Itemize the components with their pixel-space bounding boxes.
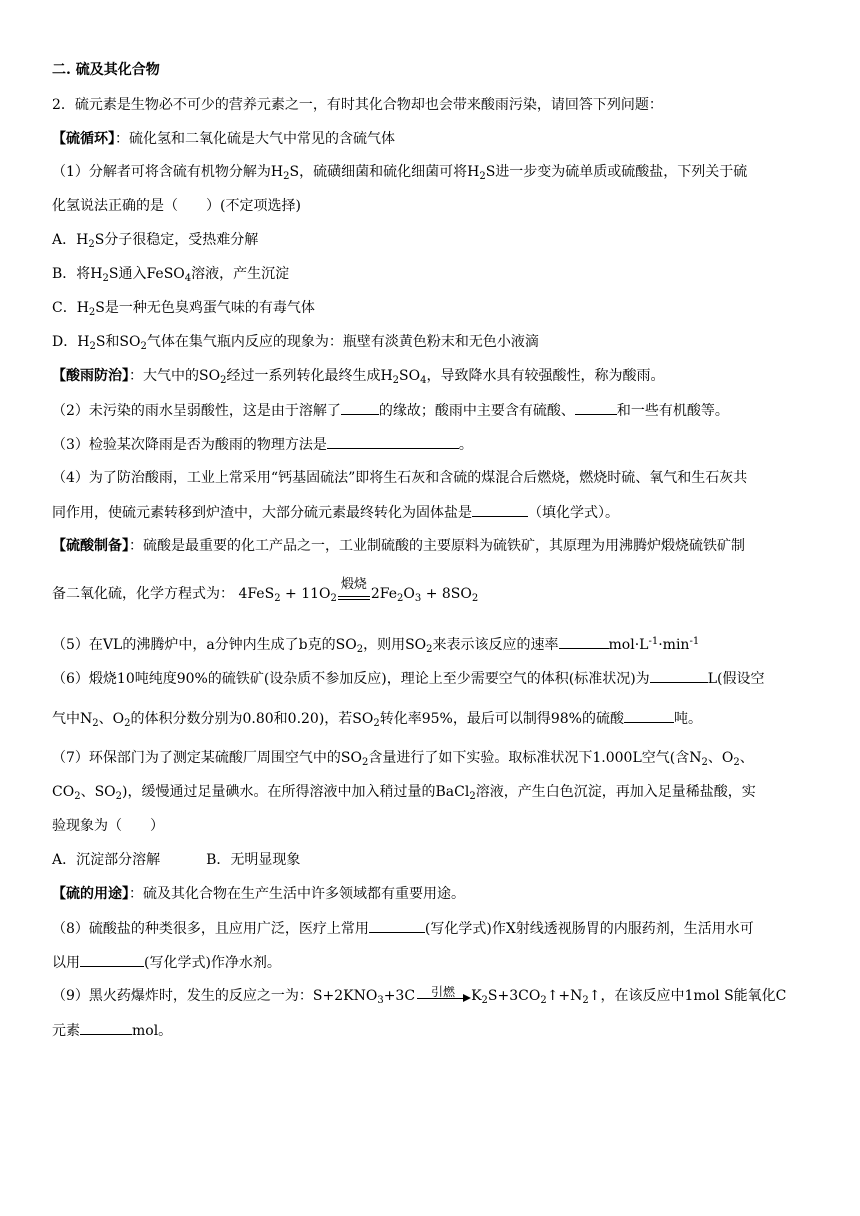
q6-line1: （6）煅烧10吨纯度90%的硫铁矿(设杂质不参加反应)，理论上至少需要空气的体积(标准状况)为 L(假设空 (52, 668, 764, 689)
q4-line2: 同作用，使硫元素转移到炉渣中，大部分硫元素最终转化为固体盐是 （填化学式）。 (52, 502, 619, 523)
q2-line: （2）未污染的雨水呈弱酸性，这是由于溶解了 的缘故；酸雨中主要含有硫酸、 和一些有机酸等。 (52, 400, 729, 421)
prep-heading: 【硫酸制备】：硫酸是最重要的化工产品之一，工业制硫酸的主要原料为硫铁矿，其原理为用沸腾炉煅烧硫铁矿制 (52, 538, 745, 554)
acid-heading: 【酸雨防治】：大气中的$SO_2$经过一系列转化最终生成$H_2SO_4$，导致降水具有较强酸性，称为酸雨。 (52, 368, 665, 386)
q9-line1: （9）黑火药爆炸时，发生的反应之一为：$S+2KNO_3+3C$ 引燃 $K_2S+3CO_2↑+N_2↑$，在该反应中1mol S能氧化C (52, 986, 786, 1006)
q5-line: （5）在VL的沸腾炉中，a分钟内生成了b克的$SO_2$，则用$SO_2$来表示该反应的速率 $mol\cdot L^{-1}\cdot\min^{-1}$ (52, 636, 700, 655)
q1-line1: （1）分解者可将含硫有机物分解为$H_2S$，硫磺细菌和硫化细菌可将$H_2S$进一步变为硫单质或硫酸盐，下列关于硫 (52, 164, 748, 182)
q7-line1: （7）环保部门为了测定某硫酸厂周围空气中的$SO_2$含量进行了如下实验。取标准状况下1.000L空气(含$N_2$、$O_2$、 (52, 750, 754, 768)
q4-line1: （4）为了防治酸雨，工业上常采用“钙基固硫法”即将生石灰和含硫的煤混合后燃烧，燃烧时硫、氧气和生石灰共 (52, 470, 748, 486)
prep-equation-line: 备二氧化硫，化学方程式为： $4FeS_2 + 11O_2$ 煅烧 $2Fe_2O_3 + 8SO_2$ (52, 577, 479, 604)
q7-options (52, 850, 300, 870)
q8-line2: 以用 (写化学式)作净水剂。 (52, 952, 281, 973)
question-intro: 2．硫元素是生物必不可少的营养元素之一，有时其化合物却也会带来酸雨污染，请回答下列问题： (52, 97, 663, 113)
use-heading: 【硫的用途】：硫及其化合物在生产生活中许多领域都有重要用途。 (52, 886, 465, 902)
section-title: 二. 硫及其化合物 (52, 62, 160, 78)
reaction-arrow-icon (415, 986, 471, 1006)
cycle-tag: 【硫循环】 (52, 131, 115, 147)
q6-blank-1[interactable] (650, 668, 708, 683)
q1-option-d[interactable]: D．$H_2S$和$SO_2$气体在集气瓶内反应的现象为：瓶壁有淡黄色粉末和无色小液滴 (52, 334, 539, 352)
q7-option-a[interactable]: A．沉淀部分溶解 (52, 852, 161, 868)
q9-line2: 元素 mol。 (52, 1020, 172, 1041)
cycle-text: ：硫化氢和二氧化硫是大气中常见的含硫气体 (115, 131, 395, 147)
equation: $4FeS_2 + 11O_2$ 煅烧 $2Fe_2O_3 + 8SO_2$ (238, 577, 479, 604)
q9-blank[interactable] (80, 1020, 132, 1035)
q1-option-c[interactable]: C．$H_2S$是一种无色臭鸡蛋气味的有毒气体 (52, 300, 315, 318)
q7-line2: $CO_2$、$SO_2$)，缓慢通过足量碘水。在所得溶液中加入稍过量的BaCl$_2$溶液，产生白色沉淀，再加入足量稀盐酸，实 (52, 784, 756, 802)
q7-option-b[interactable]: B．无明显现象 (206, 852, 301, 868)
cycle-heading (52, 129, 395, 149)
q6-line2: 气中$N_2$、$O_2$的体积分数分别为0.80和0.20)，若$SO_2$转化率95%，最后可以制得98%的硫酸 吨。 (52, 708, 702, 729)
equation-condition: 煅烧 (340, 577, 367, 592)
q1-option-b[interactable]: B．将$H_2S$通入FeSO$_4$溶液，产生沉淀 (52, 266, 290, 284)
q8-blank-1[interactable] (369, 918, 425, 933)
q6-blank-2[interactable] (624, 708, 674, 723)
q3-line: （3）检验某次降雨是否为酸雨的物理方法是 。 (52, 434, 473, 455)
reaction-condition: 引燃 (431, 985, 456, 999)
q1-option-a[interactable]: A．$H_2S$分子很稳定，受热难分解 (52, 232, 259, 250)
q2-blank-2[interactable] (575, 400, 617, 415)
q8-line1: （8）硫酸盐的种类很多，且应用广泛，医疗上常用 (写化学式)作X射线透视肠胃的内服药剂，生活用水可 (52, 918, 754, 939)
q5-blank[interactable] (559, 634, 609, 649)
q1-line2: 化氢说法正确的是（ ）(不定项选择) (52, 198, 301, 214)
q8-blank-2[interactable] (80, 952, 144, 967)
q3-blank[interactable] (327, 434, 459, 449)
q7-line3: 验现象为（ ） (52, 818, 164, 834)
q2-blank-1[interactable] (341, 400, 379, 415)
q4-blank[interactable] (472, 502, 528, 517)
